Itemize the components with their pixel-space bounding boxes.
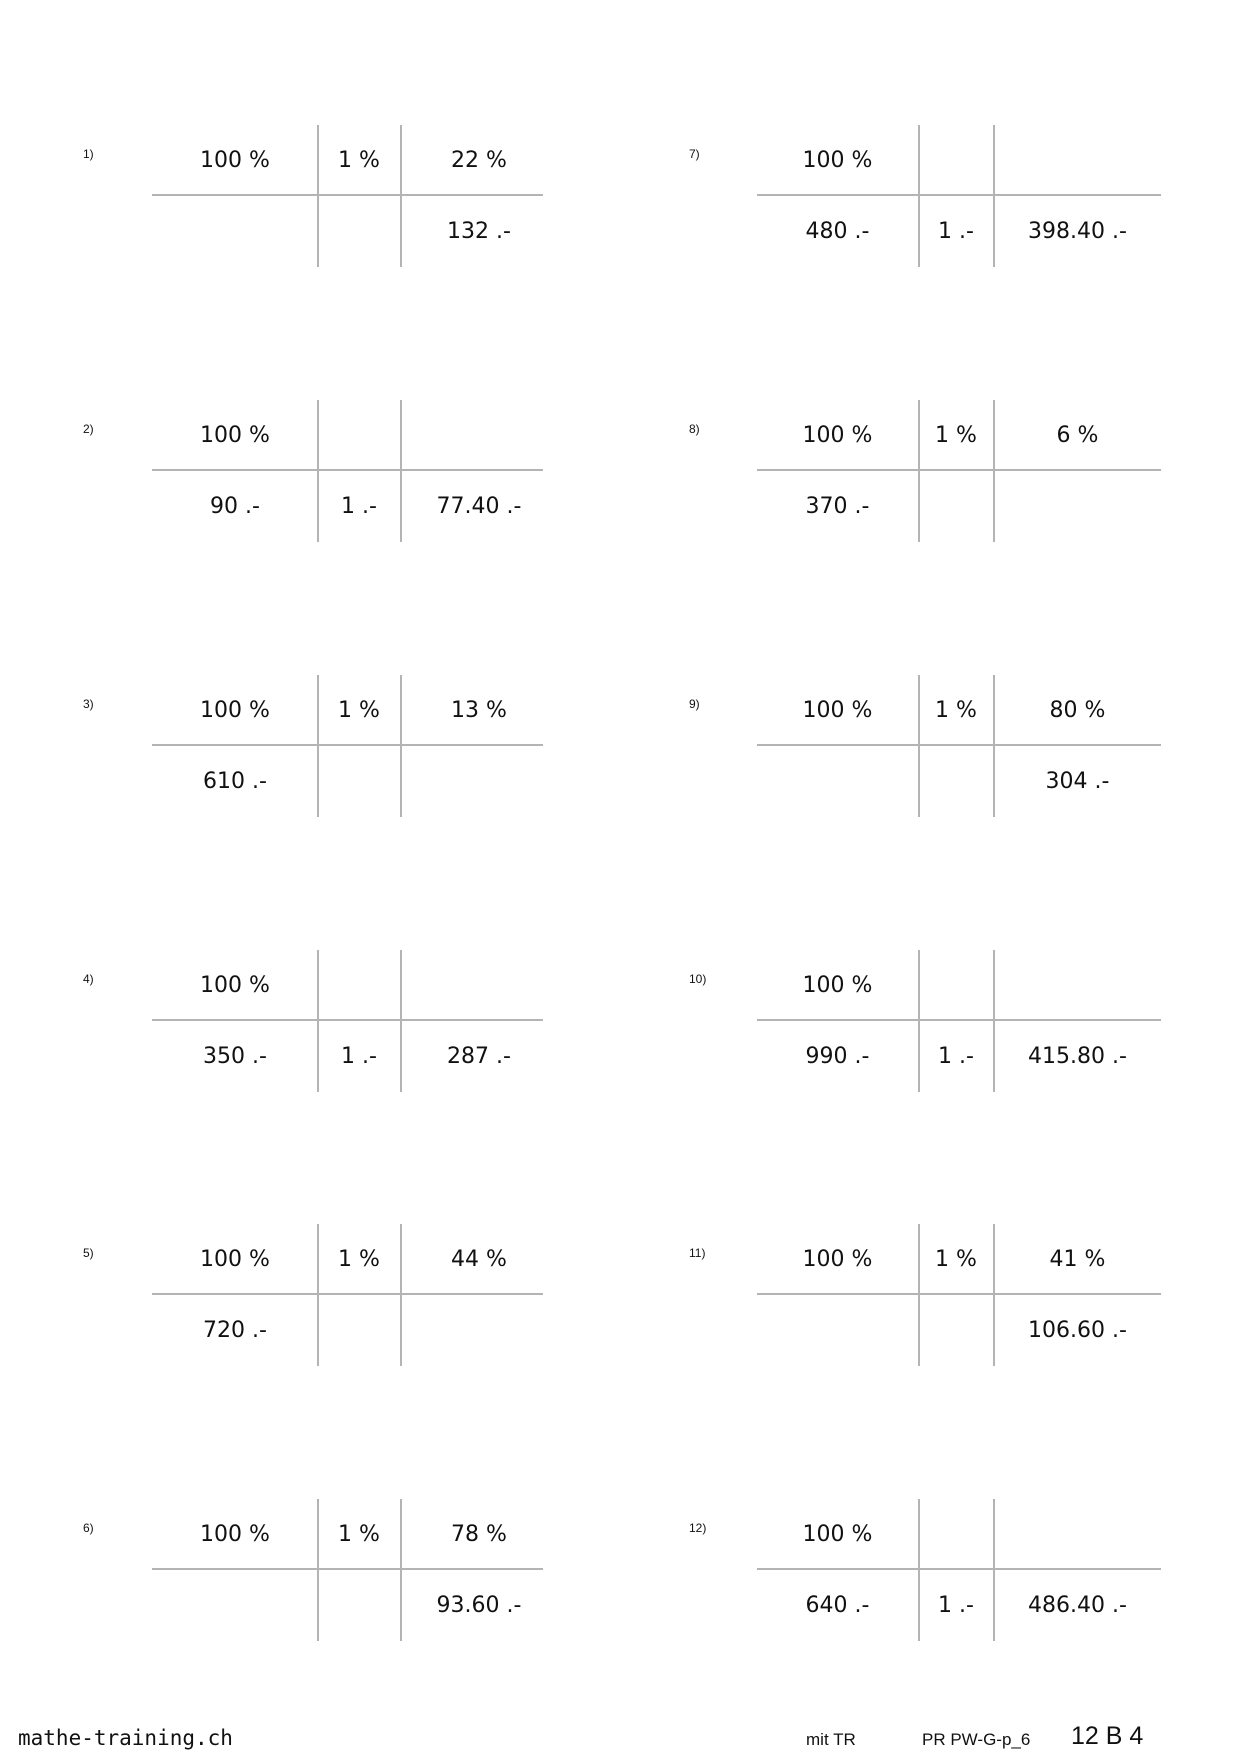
amount-part-cell: 486.40 .- [1028, 1593, 1127, 1618]
amount-part-cell [994, 491, 1161, 523]
problem-1 [83, 125, 643, 270]
percent-part-cell [994, 970, 1161, 1002]
amount-unit-cell [919, 766, 993, 798]
percent-unit-cell [919, 970, 993, 1002]
table-horizontal-rule [757, 1019, 1161, 1021]
amount-part-cell: 77.40 .- [436, 494, 522, 519]
percent-part-cell: 13 % [451, 698, 507, 723]
amount-base-cell: 720 .- [203, 1318, 267, 1343]
problem-2 [83, 400, 643, 545]
problem-number: 8) [689, 422, 700, 436]
table-horizontal-rule [757, 1568, 1161, 1570]
percent-unit-cell [919, 1519, 993, 1551]
amount-base-cell [757, 766, 918, 798]
amount-base-cell: 640 .- [805, 1593, 870, 1618]
percent-base-cell: 100 % [802, 423, 873, 448]
percent-unit-cell: 1 % [338, 1247, 380, 1272]
amount-unit-cell [318, 216, 400, 248]
problem-number: 4) [83, 972, 94, 986]
amount-base-cell: 480 .- [805, 219, 870, 244]
problem-6 [83, 1499, 643, 1644]
percent-part-cell [401, 970, 557, 1002]
amount-part-cell: 398.40 .- [1028, 219, 1127, 244]
problem-9 [689, 675, 1240, 820]
amount-unit-cell [318, 1590, 400, 1622]
footer-page-number: 12 B 4 [1071, 1722, 1144, 1750]
percent-part-cell: 78 % [451, 1522, 507, 1547]
percent-base-cell: 100 % [802, 148, 873, 173]
percent-base-cell: 100 % [802, 698, 873, 723]
amount-unit-cell: 1 .- [938, 219, 974, 244]
percent-base-cell: 100 % [802, 973, 873, 998]
percent-part-cell: 41 % [1049, 1247, 1106, 1272]
percent-unit-cell: 1 % [338, 1522, 380, 1547]
problem-number: 1) [83, 147, 94, 161]
percent-unit-cell: 1 % [935, 1247, 977, 1272]
problem-number: 12) [689, 1521, 707, 1535]
amount-part-cell: 415.80 .- [1028, 1044, 1127, 1069]
percent-part-cell [401, 420, 557, 452]
percent-part-cell: 6 % [1056, 423, 1099, 448]
amount-unit-cell: 1 .- [938, 1593, 974, 1618]
amount-unit-cell [318, 1315, 400, 1347]
table-horizontal-rule [152, 1293, 543, 1295]
percent-unit-cell [919, 145, 993, 177]
percent-base-cell: 100 % [200, 148, 270, 173]
percent-part-cell: 80 % [1049, 698, 1106, 723]
table-horizontal-rule [152, 1568, 543, 1570]
problem-number: 11) [689, 1246, 706, 1260]
percent-base-cell: 100 % [200, 973, 270, 998]
table-horizontal-rule [152, 744, 543, 746]
amount-unit-cell: 1 .- [341, 1044, 377, 1069]
problem-8 [689, 400, 1240, 545]
problem-10 [689, 950, 1240, 1095]
amount-part-cell [401, 1315, 557, 1347]
table-horizontal-rule [757, 744, 1161, 746]
problem-11 [689, 1224, 1240, 1369]
problem-4 [83, 950, 643, 1095]
percent-base-cell: 100 % [802, 1522, 873, 1547]
amount-part-cell: 304 .- [1045, 769, 1110, 794]
percent-unit-cell: 1 % [935, 423, 977, 448]
problem-5 [83, 1224, 643, 1369]
amount-base-cell: 370 .- [805, 494, 870, 519]
table-horizontal-rule [757, 469, 1161, 471]
table-horizontal-rule [152, 194, 543, 196]
percent-part-cell [994, 145, 1161, 177]
amount-base-cell: 350 .- [203, 1044, 267, 1069]
amount-unit-cell: 1 .- [938, 1044, 974, 1069]
amount-unit-cell [318, 766, 400, 798]
percent-base-cell: 100 % [200, 698, 270, 723]
amount-base-cell: 990 .- [805, 1044, 870, 1069]
table-horizontal-rule [152, 469, 543, 471]
table-horizontal-rule [152, 1019, 543, 1021]
amount-base-cell [152, 216, 318, 248]
amount-unit-cell: 1 .- [341, 494, 377, 519]
problem-number: 6) [83, 1521, 94, 1535]
footer-site-name: mathe-training.ch [18, 1726, 233, 1750]
problem-number: 7) [689, 147, 700, 161]
percent-base-cell: 100 % [200, 1247, 270, 1272]
amount-part-cell: 132 .- [447, 219, 511, 244]
problem-3 [83, 675, 643, 820]
amount-part-cell: 93.60 .- [436, 1593, 522, 1618]
amount-base-cell: 610 .- [203, 769, 267, 794]
percent-unit-cell [318, 970, 400, 1002]
amount-part-cell [401, 766, 557, 798]
amount-unit-cell [919, 1315, 993, 1347]
percent-base-cell: 100 % [802, 1247, 873, 1272]
footer-worksheet-code: PR PW-G-p_6 [922, 1730, 1031, 1749]
amount-base-cell: 90 .- [210, 494, 260, 519]
problem-number: 5) [83, 1246, 94, 1260]
amount-base-cell [152, 1590, 318, 1622]
problem-number: 2) [83, 422, 94, 436]
amount-part-cell: 287 .- [447, 1044, 511, 1069]
percent-part-cell: 22 % [451, 148, 507, 173]
percent-base-cell: 100 % [200, 1522, 270, 1547]
amount-unit-cell [919, 491, 993, 523]
percent-unit-cell: 1 % [338, 698, 380, 723]
problem-7 [689, 125, 1240, 270]
percent-base-cell: 100 % [200, 423, 270, 448]
percent-unit-cell: 1 % [935, 698, 977, 723]
percent-unit-cell: 1 % [338, 148, 380, 173]
problem-12 [689, 1499, 1240, 1644]
table-horizontal-rule [757, 1293, 1161, 1295]
percent-unit-cell [318, 420, 400, 452]
table-horizontal-rule [757, 194, 1161, 196]
problem-number: 10) [689, 972, 707, 986]
percent-part-cell [994, 1519, 1161, 1551]
amount-part-cell: 106.60 .- [1028, 1318, 1127, 1343]
footer-calculator-note: mit TR [806, 1730, 856, 1749]
problem-number: 3) [83, 697, 94, 711]
percent-part-cell: 44 % [451, 1247, 507, 1272]
amount-base-cell [757, 1315, 918, 1347]
problem-number: 9) [689, 697, 700, 711]
